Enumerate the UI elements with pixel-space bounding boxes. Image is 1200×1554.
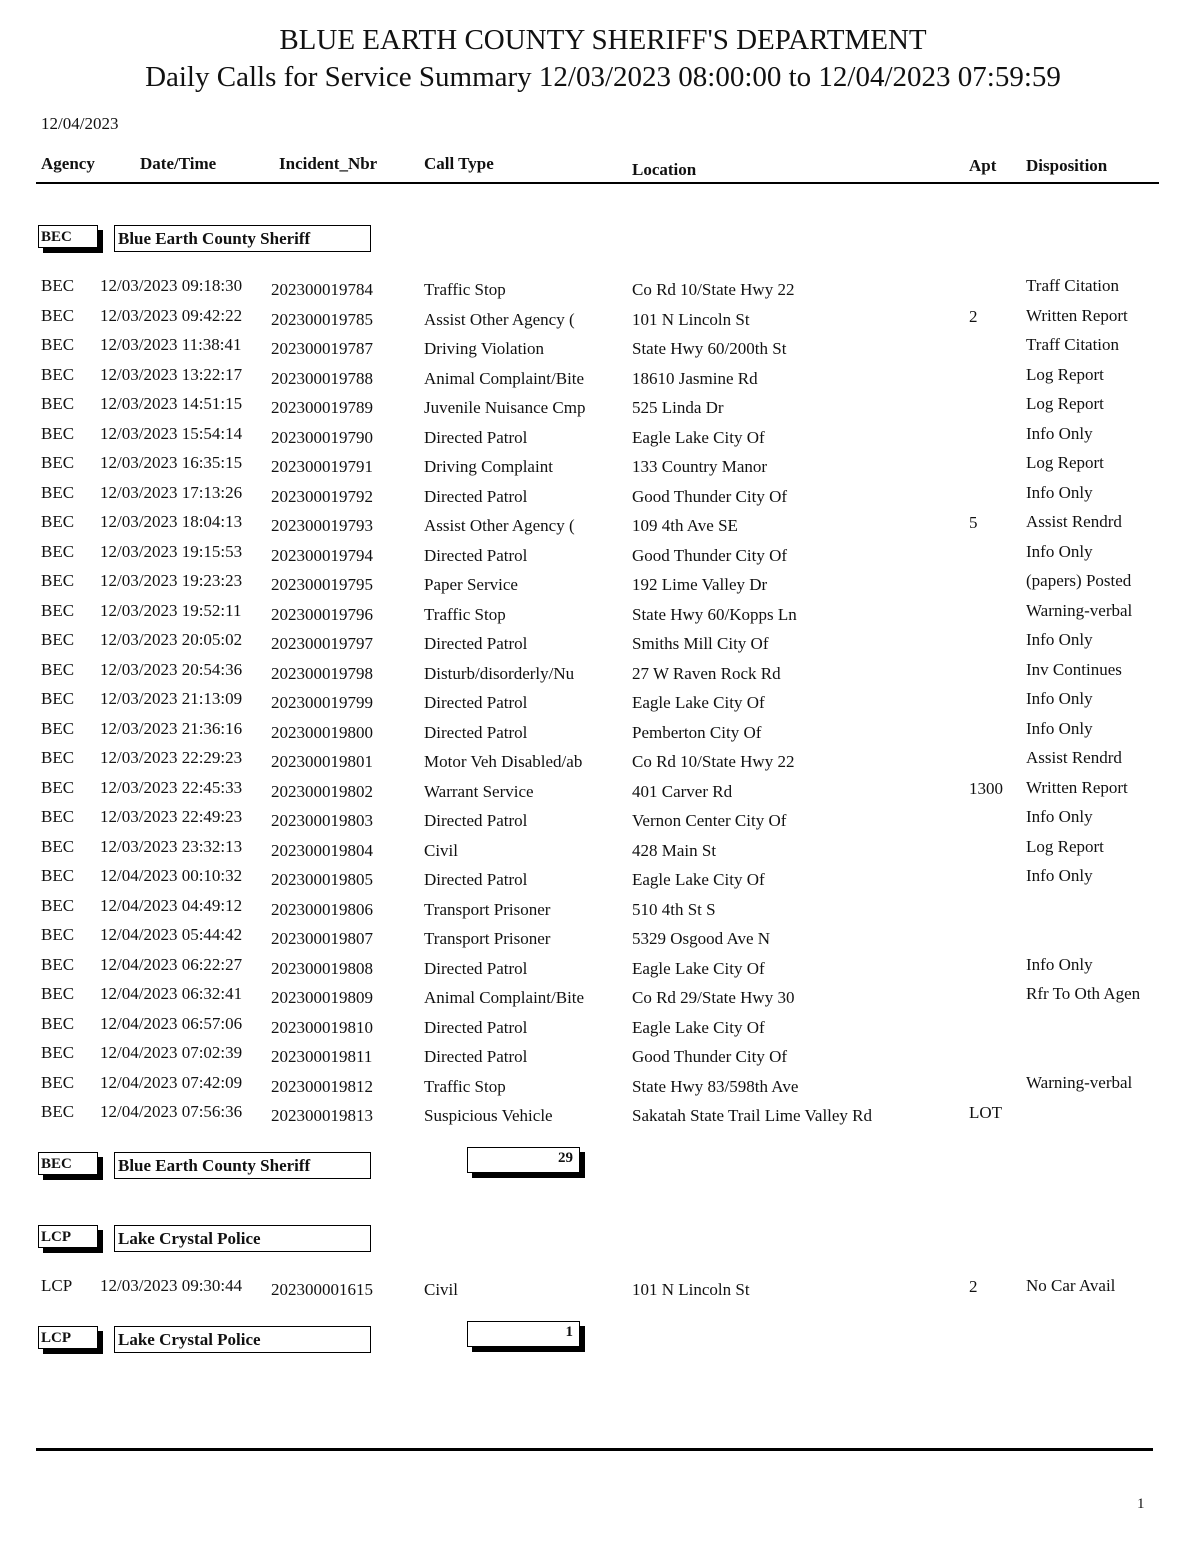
cell-location: 510 4th St S <box>632 899 716 919</box>
group-footer-code-box: LCP <box>38 1326 98 1349</box>
cell-incident: 202300019810 <box>271 1017 373 1037</box>
table-row <box>0 1014 1200 1043</box>
cell-agency: LCP <box>41 1276 73 1295</box>
group-code-box: LCP <box>38 1225 98 1248</box>
cell-datetime: 12/04/2023 06:57:06 <box>100 1013 243 1033</box>
cell-datetime: 12/03/2023 19:52:11 <box>100 600 242 620</box>
cell-agency: BEC <box>41 1043 75 1062</box>
cell-disposition: Info Only <box>1026 630 1093 649</box>
cell-datetime: 12/03/2023 21:36:16 <box>100 718 243 738</box>
cell-calltype: Directed Patrol <box>424 870 528 889</box>
cell-calltype: Disturb/disorderly/Nu <box>424 663 575 683</box>
cell-calltype: Civil <box>424 840 459 860</box>
cell-disposition: Info Only <box>1026 689 1093 708</box>
cell-datetime: 12/03/2023 18:04:13 <box>100 512 243 531</box>
cell-location: 428 Main St <box>632 840 717 860</box>
header-disposition: Disposition <box>1026 156 1108 175</box>
cell-disposition: Warning-verbal <box>1026 1072 1133 1092</box>
table-row <box>0 630 1200 659</box>
cell-agency: BEC <box>41 512 75 531</box>
cell-calltype: Directed Patrol <box>424 1017 528 1037</box>
cell-incident: 202300019784 <box>271 280 373 299</box>
cell-apt: LOT <box>969 1103 1003 1122</box>
header-apt: Apt <box>969 156 997 175</box>
cell-datetime: 12/04/2023 05:44:42 <box>100 925 243 944</box>
cell-incident: 202300019807 <box>271 929 373 948</box>
cell-calltype: Warrant Service <box>424 781 534 801</box>
table-row <box>0 689 1200 718</box>
header-incident: Incident_Nbr <box>279 154 378 173</box>
cell-calltype: Traffic Stop <box>424 1076 506 1096</box>
cell-agency: BEC <box>41 748 75 767</box>
cell-incident: 202300019803 <box>271 811 373 830</box>
cell-location: State Hwy 60/Kopps Ln <box>632 604 797 624</box>
cell-calltype: Paper Service <box>424 575 518 594</box>
table-row <box>0 896 1200 925</box>
cell-datetime: 12/03/2023 22:29:23 <box>100 748 243 767</box>
cell-location: 401 Carver Rd <box>632 781 733 801</box>
cell-agency: BEC <box>41 895 75 915</box>
group-count-box: 1 <box>467 1321 580 1347</box>
table-row <box>0 1043 1200 1072</box>
cell-calltype: Civil <box>424 1280 459 1299</box>
cell-disposition: Traff Citation <box>1026 335 1120 354</box>
cell-incident: 202300019792 <box>271 486 373 506</box>
group-footer-code-box: BEC <box>38 1152 98 1175</box>
cell-calltype: Directed Patrol <box>424 427 528 447</box>
cell-agency: BEC <box>41 836 75 856</box>
cell-location: 18610 Jasmine Rd <box>632 368 758 388</box>
cell-location: 27 W Raven Rock Rd <box>632 663 781 683</box>
cell-location: Eagle Lake City Of <box>632 427 765 447</box>
cell-disposition: Written Report <box>1026 305 1128 325</box>
table-row <box>0 542 1200 571</box>
table-row <box>0 807 1200 836</box>
cell-datetime: 12/04/2023 07:42:09 <box>100 1072 243 1092</box>
cell-incident: 202300019795 <box>271 575 373 594</box>
cell-agency: BEC <box>41 1072 75 1092</box>
cell-datetime: 12/03/2023 20:54:36 <box>100 659 243 679</box>
group-footer-name-box: Blue Earth County Sheriff <box>114 1152 371 1179</box>
cell-incident: 202300019811 <box>271 1047 373 1066</box>
cell-calltype: Directed Patrol <box>424 545 528 565</box>
table-row <box>0 660 1200 689</box>
cell-disposition: Inv Continues <box>1026 659 1122 679</box>
table-row <box>0 719 1200 748</box>
cell-calltype: Transport Prisoner <box>424 929 551 948</box>
cell-agency: BEC <box>41 984 75 1003</box>
report-subtitle: Daily Calls for Service Summary 12/03/2023 08:00:00 to 12/04/2023 07:59:59 <box>145 61 1061 93</box>
cell-calltype: Driving Violation <box>424 339 545 358</box>
cell-datetime: 12/03/2023 19:15:53 <box>100 541 243 561</box>
cell-disposition: Info Only <box>1026 541 1093 561</box>
table-row <box>0 424 1200 453</box>
cell-location: Co Rd 10/State Hwy 22 <box>632 752 795 771</box>
cell-datetime: 12/03/2023 23:32:13 <box>100 836 243 856</box>
cell-agency: BEC <box>41 305 75 325</box>
cell-disposition: Log Report <box>1026 836 1104 856</box>
table-row <box>0 483 1200 512</box>
cell-location: Good Thunder City Of <box>632 1047 788 1066</box>
cell-incident: 202300001615 <box>271 1280 373 1299</box>
group-name-box: Lake Crystal Police <box>114 1225 371 1252</box>
cell-incident: 202300019802 <box>271 781 373 801</box>
table-row <box>0 1276 1200 1305</box>
cell-incident: 202300019785 <box>271 309 373 329</box>
cell-location: Eagle Lake City Of <box>632 870 765 889</box>
cell-incident: 202300019790 <box>271 427 373 447</box>
cell-datetime: 12/04/2023 06:32:41 <box>100 984 243 1003</box>
cell-calltype: Directed Patrol <box>424 486 528 506</box>
page-number: 1 <box>1137 1496 1145 1512</box>
cell-calltype: Directed Patrol <box>424 1047 528 1066</box>
cell-agency: BEC <box>41 925 75 944</box>
cell-location: Good Thunder City Of <box>632 545 788 565</box>
cell-location: Vernon Center City Of <box>632 811 787 830</box>
cell-datetime: 12/03/2023 22:49:23 <box>100 807 243 826</box>
table-row <box>0 365 1200 394</box>
cell-calltype: Animal Complaint/Bite <box>424 988 585 1007</box>
cell-calltype: Directed Patrol <box>424 634 528 653</box>
cell-incident: 202300019813 <box>271 1106 373 1125</box>
cell-disposition: Log Report <box>1026 364 1104 384</box>
cell-datetime: 12/03/2023 22:45:33 <box>100 777 243 797</box>
cell-location: Eagle Lake City Of <box>632 958 765 978</box>
cell-incident: 202300019809 <box>271 988 373 1007</box>
cell-calltype: Directed Patrol <box>424 811 528 830</box>
cell-location: Pemberton City Of <box>632 722 762 742</box>
cell-disposition: Rfr To Oth Agen <box>1026 984 1141 1003</box>
cell-datetime: 12/03/2023 09:18:30 <box>100 276 243 295</box>
cell-agency: BEC <box>41 866 75 885</box>
cell-calltype: Animal Complaint/Bite <box>424 368 585 388</box>
cell-datetime: 12/03/2023 19:23:23 <box>100 571 243 590</box>
cell-incident: 202300019804 <box>271 840 373 860</box>
cell-datetime: 12/03/2023 16:35:15 <box>100 453 243 472</box>
cell-calltype: Directed Patrol <box>424 958 528 978</box>
table-row <box>0 453 1200 482</box>
cell-datetime: 12/03/2023 20:05:02 <box>100 630 243 649</box>
cell-incident: 202300019799 <box>271 693 373 712</box>
table-row <box>0 1102 1200 1131</box>
cell-disposition: Assist Rendrd <box>1026 512 1122 531</box>
cell-datetime: 12/04/2023 07:56:36 <box>100 1102 243 1121</box>
cell-agency: BEC <box>41 423 75 443</box>
cell-datetime: 12/04/2023 00:10:32 <box>100 866 243 885</box>
cell-agency: BEC <box>41 659 75 679</box>
cell-agency: BEC <box>41 364 75 384</box>
table-row <box>0 955 1200 984</box>
cell-datetime: 12/03/2023 09:30:44 <box>100 1276 243 1295</box>
cell-calltype: Transport Prisoner <box>424 899 551 919</box>
table-row <box>0 748 1200 777</box>
cell-incident: 202300019800 <box>271 722 373 742</box>
cell-calltype: Motor Veh Disabled/ab <box>424 752 583 771</box>
cell-calltype: Assist Other Agency ( <box>424 309 575 329</box>
cell-apt: 2 <box>969 306 978 326</box>
cell-datetime: 12/03/2023 17:13:26 <box>100 482 243 502</box>
cell-apt: 1300 <box>969 778 1003 798</box>
table-row <box>0 335 1200 364</box>
cell-location: 101 N Lincoln St <box>632 1280 750 1299</box>
table-row <box>0 866 1200 895</box>
cell-calltype: Traffic Stop <box>424 280 506 299</box>
header-location: Location <box>632 160 697 179</box>
cell-agency: BEC <box>41 276 75 295</box>
cell-agency: BEC <box>41 630 75 649</box>
cell-disposition: Log Report <box>1026 394 1104 413</box>
cell-agency: BEC <box>41 689 75 708</box>
cell-incident: 202300019801 <box>271 752 373 771</box>
cell-disposition: Info Only <box>1026 718 1093 738</box>
cell-agency: BEC <box>41 453 75 472</box>
cell-calltype: Directed Patrol <box>424 693 528 712</box>
cell-calltype: Traffic Stop <box>424 604 506 624</box>
cell-agency: BEC <box>41 718 75 738</box>
cell-location: 133 Country Manor <box>632 457 768 476</box>
cell-location: 192 Lime Valley Dr <box>632 575 768 594</box>
group-name-box: Blue Earth County Sheriff <box>114 225 371 252</box>
cell-disposition: Assist Rendrd <box>1026 748 1122 767</box>
cell-location: State Hwy 83/598th Ave <box>632 1076 799 1096</box>
cell-agency: BEC <box>41 482 75 502</box>
cell-disposition: Info Only <box>1026 423 1093 443</box>
cell-calltype: Suspicious Vehicle <box>424 1106 553 1125</box>
cell-agency: BEC <box>41 600 75 620</box>
cell-location: Sakatah State Trail Lime Valley Rd <box>632 1106 873 1125</box>
cell-incident: 202300019798 <box>271 663 373 683</box>
cell-agency: BEC <box>41 571 75 590</box>
cell-incident: 202300019805 <box>271 870 373 889</box>
cell-datetime: 12/03/2023 21:13:09 <box>100 689 243 708</box>
cell-datetime: 12/04/2023 04:49:12 <box>100 895 243 915</box>
header-calltype: Call Type <box>424 154 494 173</box>
cell-agency: BEC <box>41 807 75 826</box>
table-row <box>0 394 1200 423</box>
cell-location: 109 4th Ave SE <box>632 516 738 535</box>
cell-incident: 202300019797 <box>271 634 373 653</box>
cell-agency: BEC <box>41 1102 75 1121</box>
run-date: 12/04/2023 <box>41 114 119 133</box>
group-code-box: BEC <box>38 225 98 248</box>
cell-agency: BEC <box>41 954 75 974</box>
cell-location: 5329 Osgood Ave N <box>632 929 771 948</box>
cell-incident: 202300019789 <box>271 398 373 417</box>
header-agency: Agency <box>41 154 95 173</box>
table-row <box>0 1073 1200 1102</box>
cell-location: Eagle Lake City Of <box>632 1017 765 1037</box>
cell-datetime: 12/03/2023 15:54:14 <box>100 423 243 443</box>
cell-agency: BEC <box>41 541 75 561</box>
cell-incident: 202300019788 <box>271 368 373 388</box>
cell-incident: 202300019793 <box>271 516 373 535</box>
table-row <box>0 778 1200 807</box>
group-count-box: 29 <box>467 1147 580 1173</box>
table-row <box>0 984 1200 1013</box>
cell-datetime: 12/04/2023 07:02:39 <box>100 1043 243 1062</box>
cell-calltype: Directed Patrol <box>424 722 528 742</box>
table-row <box>0 837 1200 866</box>
cell-disposition: Written Report <box>1026 777 1128 797</box>
table-row <box>0 601 1200 630</box>
cell-location: Co Rd 10/State Hwy 22 <box>632 280 795 299</box>
cell-disposition: No Car Avail <box>1026 1276 1116 1295</box>
table-row <box>0 306 1200 335</box>
cell-datetime: 12/03/2023 13:22:17 <box>100 364 243 384</box>
cell-disposition: Info Only <box>1026 866 1093 885</box>
header-divider <box>36 182 1159 184</box>
cell-location: State Hwy 60/200th St <box>632 339 787 358</box>
cell-disposition: Info Only <box>1026 954 1093 974</box>
cell-location: Good Thunder City Of <box>632 486 788 506</box>
table-row <box>0 925 1200 954</box>
cell-incident: 202300019794 <box>271 545 373 565</box>
cell-disposition: Info Only <box>1026 807 1093 826</box>
cell-disposition: Warning-verbal <box>1026 600 1133 620</box>
cell-agency: BEC <box>41 394 75 413</box>
cell-calltype: Juvenile Nuisance Cmp <box>424 398 586 417</box>
cell-calltype: Driving Complaint <box>424 457 553 476</box>
cell-apt: 5 <box>969 513 978 532</box>
table-row <box>0 276 1200 305</box>
cell-apt: 2 <box>969 1277 978 1296</box>
cell-disposition: Traff Citation <box>1026 276 1120 295</box>
cell-location: Smiths Mill City Of <box>632 634 769 653</box>
cell-incident: 202300019787 <box>271 339 373 358</box>
cell-calltype: Assist Other Agency ( <box>424 516 575 535</box>
table-row <box>0 571 1200 600</box>
report-title: BLUE EARTH COUNTY SHERIFF'S DEPARTMENT <box>279 24 927 56</box>
footer-divider <box>36 1448 1153 1451</box>
cell-disposition: Info Only <box>1026 482 1093 502</box>
cell-disposition: (papers) Posted <box>1026 571 1132 590</box>
cell-datetime: 12/04/2023 06:22:27 <box>100 954 243 974</box>
group-footer-name-box: Lake Crystal Police <box>114 1326 371 1353</box>
cell-incident: 202300019796 <box>271 604 373 624</box>
cell-incident: 202300019791 <box>271 457 373 476</box>
cell-agency: BEC <box>41 1013 75 1033</box>
cell-incident: 202300019812 <box>271 1076 373 1096</box>
cell-incident: 202300019806 <box>271 899 373 919</box>
cell-agency: BEC <box>41 335 75 354</box>
cell-location: 101 N Lincoln St <box>632 309 750 329</box>
cell-datetime: 12/03/2023 11:38:41 <box>100 335 242 354</box>
cell-location: Eagle Lake City Of <box>632 693 765 712</box>
header-datetime: Date/Time <box>140 154 217 173</box>
table-row <box>0 512 1200 541</box>
cell-datetime: 12/03/2023 09:42:22 <box>100 305 243 325</box>
cell-location: Co Rd 29/State Hwy 30 <box>632 988 795 1007</box>
cell-agency: BEC <box>41 777 75 797</box>
cell-datetime: 12/03/2023 14:51:15 <box>100 394 243 413</box>
cell-disposition: Log Report <box>1026 453 1104 472</box>
cell-incident: 202300019808 <box>271 958 373 978</box>
cell-location: 525 Linda Dr <box>632 398 724 417</box>
